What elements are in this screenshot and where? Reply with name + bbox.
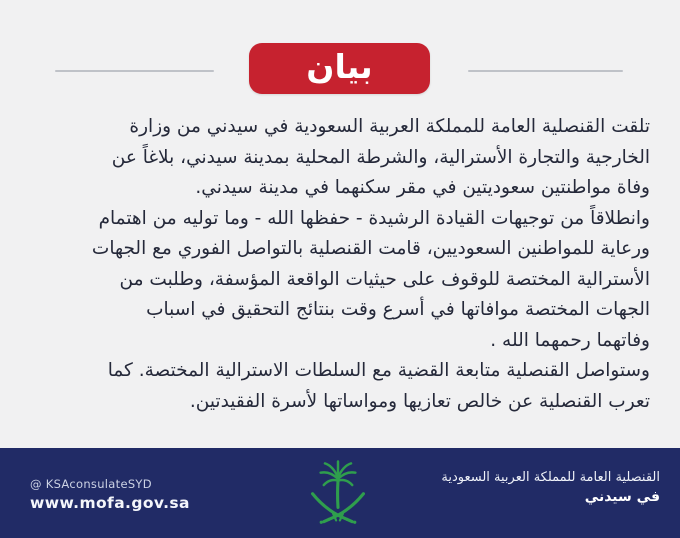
statement-line: تلقت القنصلية العامة للمملكة العربية السعودية في سيدني من وزارة: [129, 116, 650, 137]
footer-org-block: [441, 470, 660, 505]
statement-line: الأسترالية المختصة للوقوف على حيثيات الواقعة المؤسفة، وطلبت من: [119, 268, 650, 290]
statement-body: [20, 112, 650, 417]
footer-contact-block: [30, 477, 190, 512]
statement-line: تعرب القنصلية عن خالص تعازيها ومواساتها لأسرة الفقيدتين.: [189, 390, 650, 412]
divider-line-right: [468, 70, 623, 72]
saudi-emblem-icon: [307, 457, 369, 533]
statement-line: وستواصل القنصلية متابعة القضية مع السلطات الاسترالية المختصة. كما: [107, 360, 650, 381]
statement-banner: [249, 43, 430, 94]
paragraph-1: [20, 112, 650, 204]
paragraph-3: [20, 356, 650, 417]
paragraph-2: [20, 204, 650, 357]
statement-line: وفاة مواطنتين سعوديتين في مقر سكنهما في مدينة سيدني.: [195, 177, 650, 198]
statement-line: الجهات المختصة موافاتها في أسرع وقت بنتائج التحقيق في اسباب: [146, 299, 650, 320]
divider-line-left: [55, 70, 214, 72]
website-url: www.mofa.gov.sa: [30, 494, 190, 512]
consulate-location: في سيدني: [584, 489, 660, 505]
statement-line: وانطلاقاً من توجيهات القيادة الرشيدة - حفظها الله - وما توليه من اهتمام: [98, 207, 650, 229]
statement-line: ورعاية للمواطنين السعوديين، قامت القنصلية بالتواصل الفوري مع الجهات: [91, 238, 650, 259]
footer-bar: [0, 448, 680, 538]
twitter-handle: @ KSAconsulateSYD: [30, 477, 152, 491]
statement-line: الخارجية والتجارة الأسترالية، والشرطة المحلية بمدينة سيدني، بلاغاً عن: [111, 146, 650, 168]
statement-line: وفاتهما رحمهما الله .: [490, 329, 650, 351]
banner-label: بيان: [306, 47, 373, 86]
consulate-name: القنصلية العامة للمملكة العربية السعودية: [441, 470, 660, 485]
